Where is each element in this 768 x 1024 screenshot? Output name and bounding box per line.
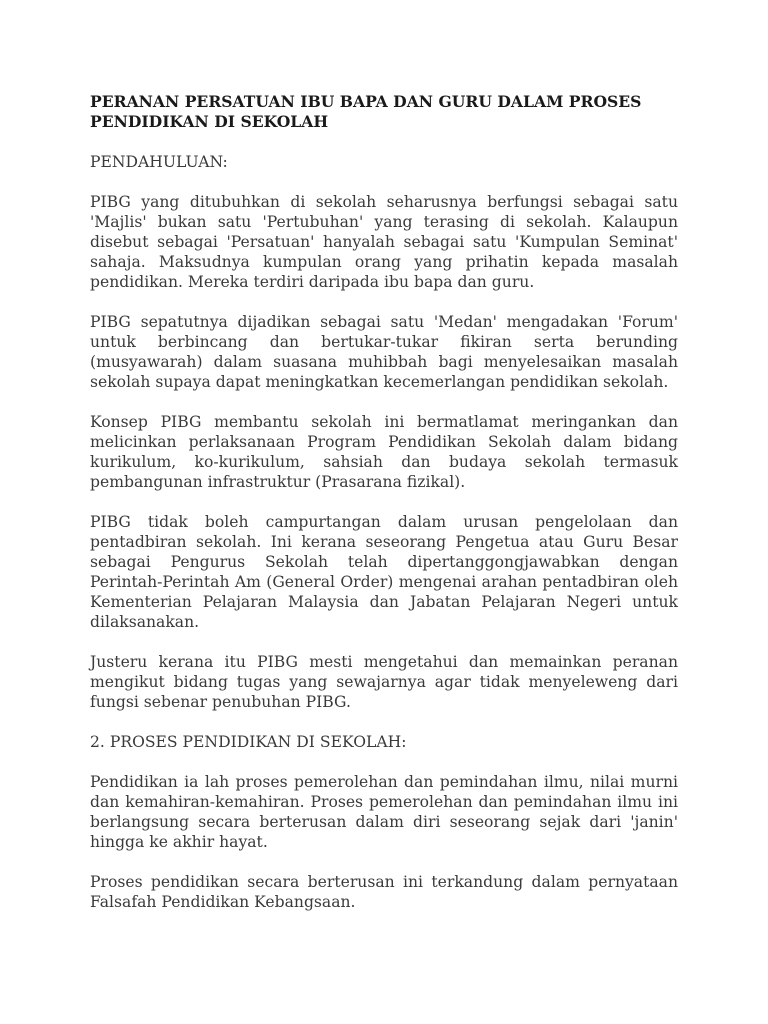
paragraph: Proses pendidikan secara berterusan ini terkandung dalam pernyataan Falsafah Pendidikan Kebangsaan. (90, 873, 678, 911)
section-introduction (90, 152, 678, 712)
paragraph: PIBG sepatutnya dijadikan sebagai satu 'Medan' mengadakan 'Forum' untuk berbincang dan bertukar-tukar fikiran serta berunding (musyawarah) dalam suasana muhibbah bagi menyelesaikan masalah sekolah supaya dapat meningkatkan kecemerlangan pendidikan sekolah. (90, 313, 678, 391)
paragraph: PIBG tidak boleh campurtangan dalam urusan pengelolaan dan pentadbiran sekolah. Ini kerana seseorang Pengetua atau Guru Besar sebagai Pengurus Sekolah telah dipertanggongjawabkan dengan Perintah-Perintah Am (General Order) mengenai arahan pentadbiran oleh Kementerian Pelajaran Malaysia dan Jabatan Pelajaran Negeri untuk dilaksanakan. (90, 513, 678, 631)
paragraph: Justeru kerana itu PIBG mesti mengetahui dan memainkan peranan mengikut bidang tugas yang sewajarnya agar tidak menyeleweng dari fungsi sebenar penubuhan PIBG. (90, 653, 678, 711)
paragraph: PIBG yang ditubuhkan di sekolah seharusnya berfungsi sebagai satu 'Majlis' bukan satu 'Pertubuhan' yang terasing di sekolah. Kalaupun disebut sebagai 'Persatuan' hanyalah sebagai satu 'Kumpulan Seminat' sahaja. Maksudnya kumpulan orang yang prihatin kepada masalah pendidikan. Mereka terdiri daripada ibu bapa dan guru. (90, 193, 678, 291)
document-title: PERANAN PERSATUAN IBU BAPA DAN GURU DALAM PROSES PENDIDIKAN DI SEKOLAH (90, 92, 642, 131)
section-heading: 2. PROSES PENDIDIKAN DI SEKOLAH: (90, 733, 407, 751)
section-heading: PENDAHULUAN: (90, 153, 228, 171)
section-education-process (90, 732, 678, 912)
paragraph: Konsep PIBG membantu sekolah ini bermatlamat meringankan dan melicinkan perlaksanaan Program Pendidikan Sekolah dalam bidang kurikulum, ko-kurikulum, sahsiah dan budaya sekolah termasuk pembangunan infrastruktur (Prasarana fizikal). (90, 413, 678, 491)
document-page (90, 92, 678, 932)
paragraph: Pendidikan ia lah proses pemerolehan dan pemindahan ilmu, nilai murni dan kemahiran-kemahiran. Proses pemerolehan dan pemindahan ilmu ini berlangsung secara berterusan dalam diri seseorang sejak dari 'janin' hingga ke akhir hayat. (90, 773, 678, 851)
